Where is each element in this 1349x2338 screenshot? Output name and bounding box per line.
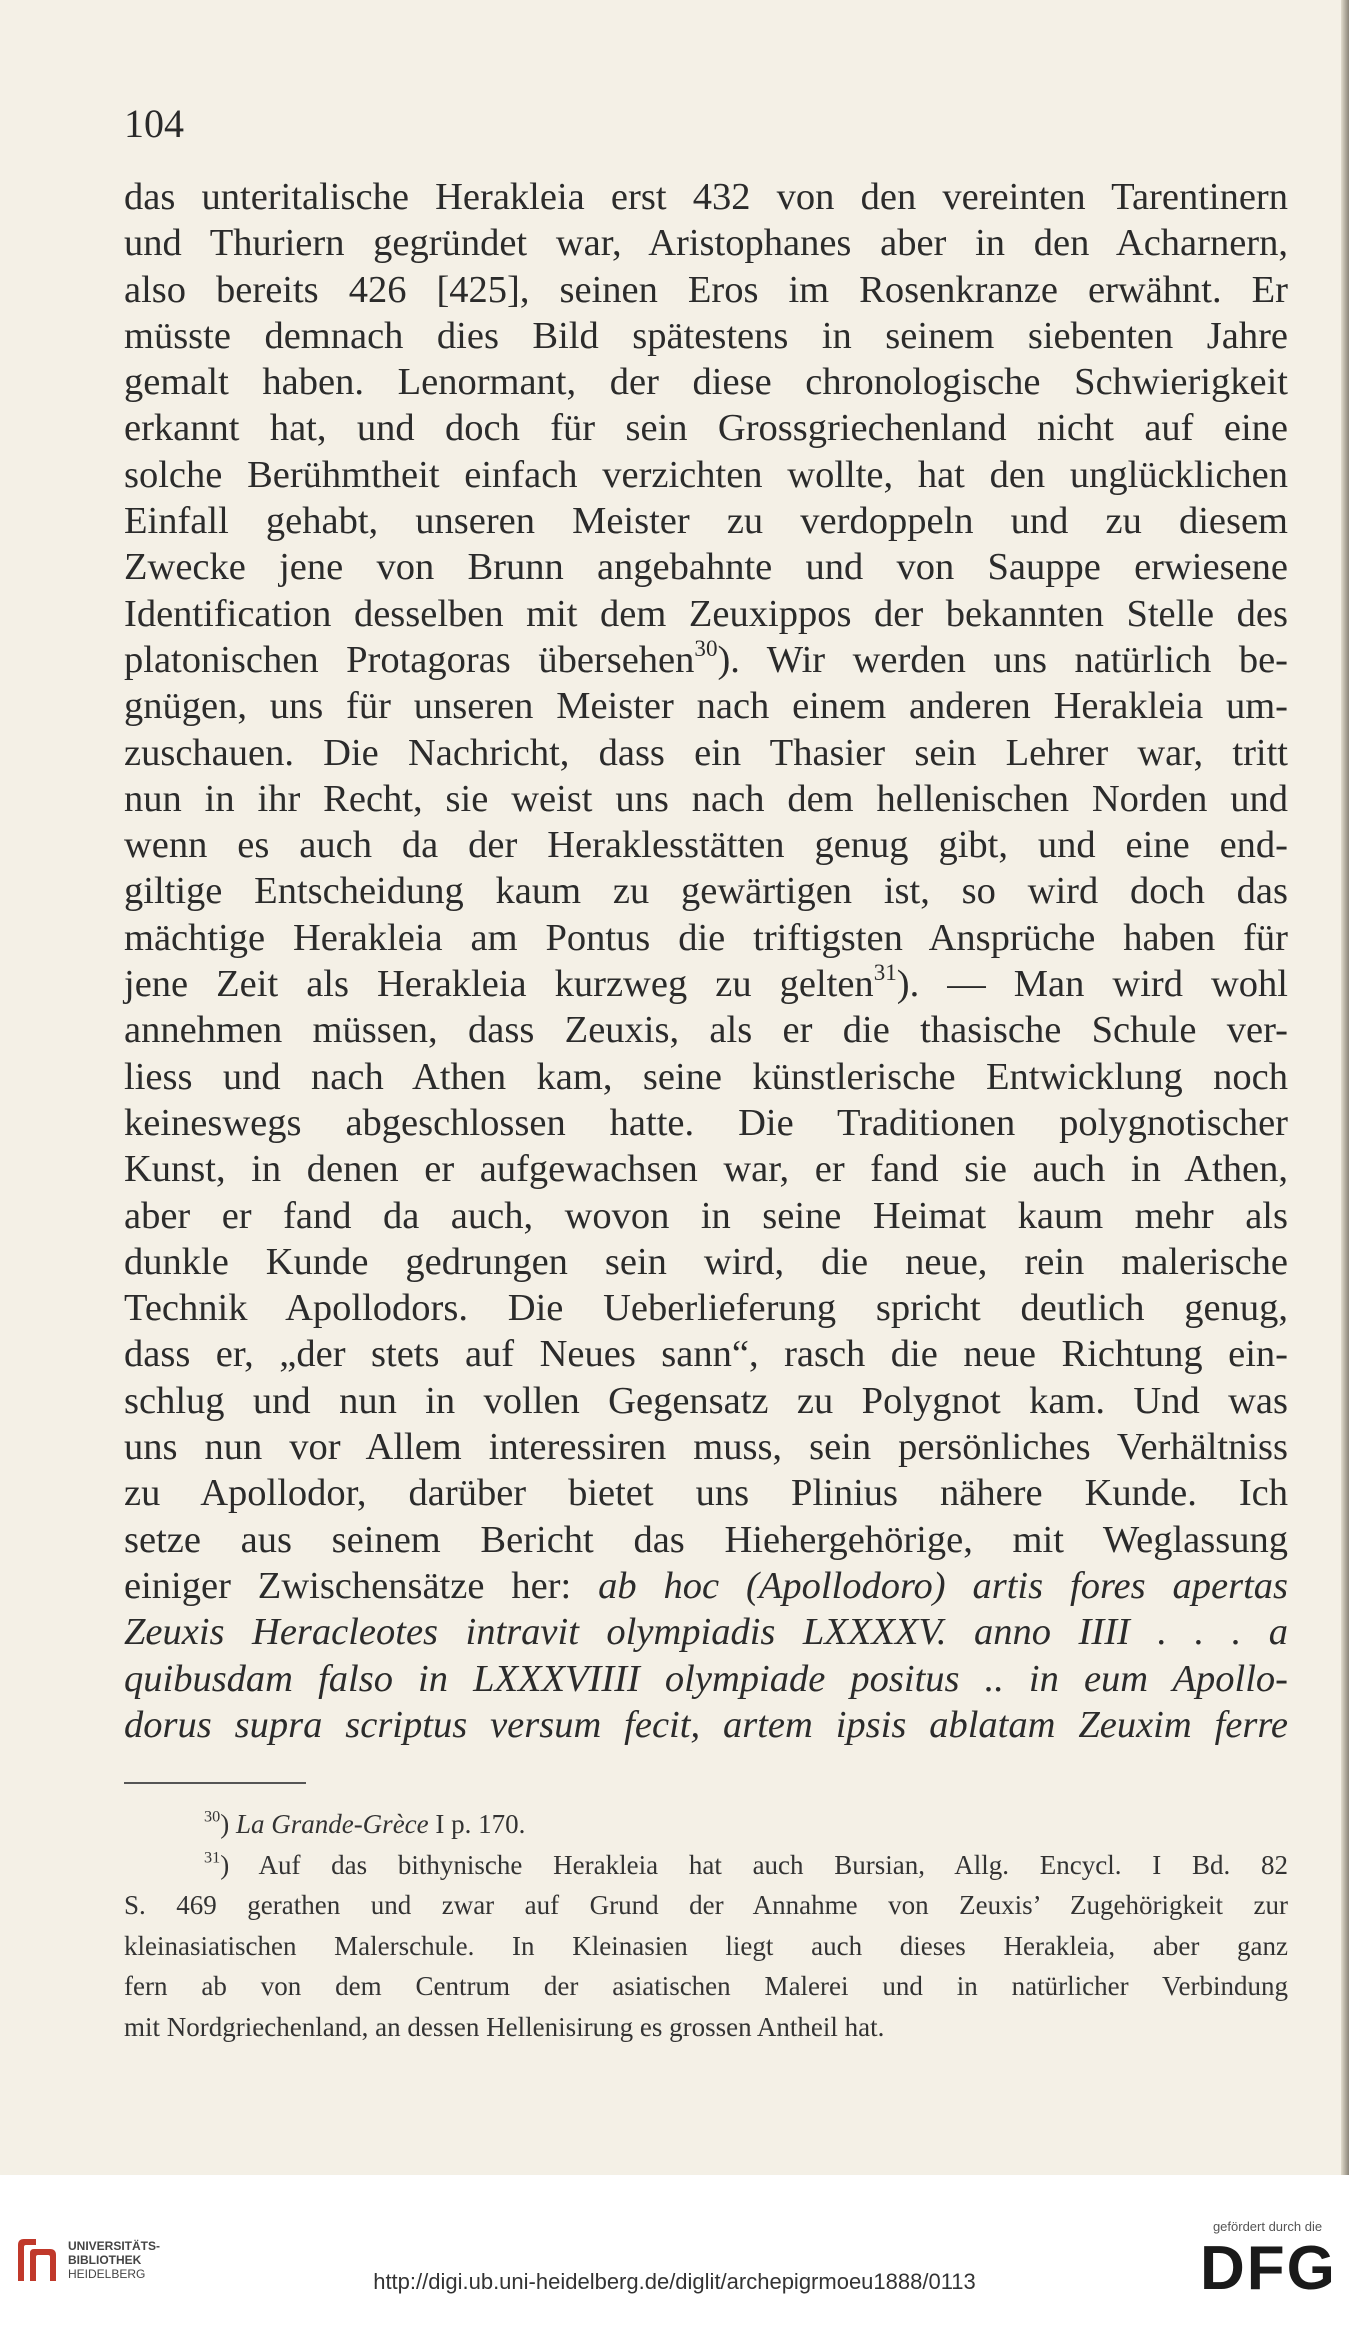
funding-caption: gefördert durch die: [1212, 2219, 1323, 2234]
text-line: Einfall gehabt, unseren Meister zu verdoppeln und zu diesem: [124, 500, 1288, 543]
funding-notice[interactable]: [1200, 2219, 1337, 2303]
text-line: [124, 1702, 1288, 1748]
text-line: [124, 634, 1288, 683]
text-line: dunkle Kunde gedrungen sein wird, die neue, rein malerische: [124, 1240, 1288, 1283]
text-line: [124, 1609, 1288, 1655]
footnote-ref: 30: [694, 634, 718, 661]
line-text: jene Zeit als Herakleia kurzweg zu gelten: [124, 963, 874, 1006]
viewer-footer: [0, 2175, 1349, 2338]
footnote-text: fern ab von dem Centrum der asiatischen Malerei und in natürlicher Verbindung: [124, 1971, 1288, 2001]
line-text: ). Wir werden uns natürlich be-: [717, 638, 1288, 681]
library-name-line: UNIVERSITÄTS-: [68, 2239, 161, 2253]
text-line: das unteritalische Herakleia erst 432 von den vereinten Tarentinern: [124, 176, 1288, 218]
text-line: mächtige Herakleia am Pontus die triftigsten Ansprüche haben für: [124, 916, 1288, 959]
permalink-url[interactable]: http://digi.ub.uni-heidelberg.de/diglit/archepigrmoeu1888/0113: [373, 2269, 976, 2294]
latin-quote: quibusdam falso in LXXXVIIII olympiade positus .. in eum Apollo-: [124, 1657, 1288, 1700]
text-line: erkannt hat, und doch für sein Grossgriechenland nicht auf eine: [124, 407, 1288, 450]
footnote-line: [124, 2007, 1288, 2048]
footnote-line: [124, 1966, 1288, 2007]
line-text: einiger Zwischensätze her:: [124, 1564, 599, 1607]
footnote-line: $^{31}$) Auf das bithynische Herakleia hat auch Bursian, Allg. Encycl. I Bd. 82: [204, 1848, 1288, 1880]
text-line: aber er fand da auch, wovon in seine Heimat kaum mehr als: [124, 1194, 1288, 1237]
body-text: [124, 174, 1288, 1748]
footnote-rule: [124, 1782, 306, 1784]
text-line: Zwecke jene von Brunn angebahnte und von Sauppe erwiesene: [124, 546, 1288, 589]
text-line: Technik Apollodors. Die Ueberlieferung spricht deutlich genug,: [124, 1287, 1288, 1330]
footnotes: [124, 1804, 1288, 2047]
text-line: gnügen, uns für unseren Meister nach einem anderen Herakleia um-: [124, 685, 1288, 728]
text-line: giltige Entscheidung kaum zu gewärtigen ist, so wird doch das: [124, 870, 1288, 913]
footnote-number: 31: [204, 1848, 221, 1867]
footnote-line: [124, 1926, 1288, 1967]
text-line: Identification desselben mit dem Zeuxippos der bekannten Stelle des: [124, 592, 1288, 635]
text-line: gemalt haben. Lenormant, der diese chronologische Schwierigkeit: [124, 361, 1288, 404]
text-line: also bereits 426 [425], seinen Eros im Rosenkranze erwähnt. Er: [124, 268, 1288, 311]
library-name-line: BIBLIOTHEK: [68, 2253, 142, 2267]
text-line: [124, 1656, 1288, 1702]
page-number: 104: [124, 101, 184, 146]
text-line: dass er, „der stets auf Neues sann“, rasch die neue Richtung ein-: [124, 1333, 1288, 1376]
text-line: Kunst, in denen er aufgewachsen war, er fand sie auch in Athen,: [124, 1148, 1288, 1191]
text-line: schlug und nun in vollen Gegensatz zu Polygnot kam. Und was: [124, 1379, 1288, 1422]
dfg-logo-icon: DFG: [1200, 2234, 1337, 2303]
line-text: ). — Man wird wohl: [896, 963, 1289, 1006]
footnote-line: [124, 1885, 1288, 1926]
footnote-text: Auf das bithynische Herakleia hat auch Bursian, Allg. Encycl. I Bd. 82: [229, 1849, 1288, 1880]
text-line: annehmen müssen, dass Zeuxis, als er die thasische Schule ver-: [124, 1009, 1288, 1052]
page-edge-shadow: [1341, 0, 1349, 2175]
text-line: zuschauen. Die Nachricht, dass ein Thasier sein Lehrer war, tritt: [124, 731, 1288, 774]
library-name-line: HEIDELBERG: [68, 2267, 146, 2281]
text-line: keineswegs abgeschlossen hatte. Die Traditionen polygnotischer: [124, 1101, 1288, 1144]
text-line: liess und nach Athen kam, seine künstlerische Entwicklung noch: [124, 1055, 1288, 1098]
footnote-text: mit Nordgriechenland, an dessen Hellenisirung es grossen Antheil hat.: [124, 2011, 885, 2042]
footnote-title: La Grande-Grèce: [235, 1809, 429, 1839]
footnote-text: kleinasiatischen Malerschule. In Kleinasien liegt auch dieses Herakleia, aber ganz: [124, 1930, 1288, 1961]
footnote-text: I p. 170.: [428, 1809, 526, 1839]
footnote-number: 30: [204, 1807, 221, 1826]
latin-quote: dorus supra scriptus versum fecit, artem ipsis ablatam Zeuxim ferre: [124, 1703, 1288, 1746]
text-line: und Thuriern gegründet war, Aristophanes aber in den Acharnern,: [124, 222, 1288, 265]
text-line: müsste demnach dies Bild spätestens in seinem siebenten Jahre: [124, 314, 1288, 357]
footnote-text: S. 469 gerathen und zwar auf Grund der Annahme von Zeuxis’ Zugehörigkeit zur: [124, 1890, 1288, 1920]
footnote-line: $^{30}$) La Grande-Grèce I p. 170.: [204, 1807, 526, 1839]
text-line: setze aus seinem Bericht das Hiehergehörige, mit Weglassung: [124, 1518, 1288, 1561]
text-line: [124, 958, 1289, 1007]
text-line: nun in ihr Recht, sie weist uns nach dem hellenischen Norden und: [124, 777, 1288, 820]
text-line: [124, 1563, 1288, 1609]
text-line: zu Apollodor, darüber bietet uns Plinius nähere Kunde. Ich: [124, 1472, 1288, 1515]
latin-quote: Zeuxis Heracleotes intravit olympiadis LXXXXV. anno IIII . . . a: [124, 1611, 1288, 1654]
text-line: wenn es auch da der Heraklesstätten genug gibt, und eine end-: [124, 824, 1288, 867]
footnote-ref: 31: [873, 958, 897, 985]
latin-quote: ab hoc (Apollodoro) artis fores apertas: [598, 1564, 1288, 1607]
text-line: solche Berühmtheit einfach verzichten wollte, hat den unglücklichen: [124, 453, 1288, 496]
text-line: uns nun vor Allem interessiren muss, sein persönliches Verhältniss: [124, 1426, 1288, 1469]
line-text: platonischen Protagoras übersehen: [124, 638, 695, 681]
